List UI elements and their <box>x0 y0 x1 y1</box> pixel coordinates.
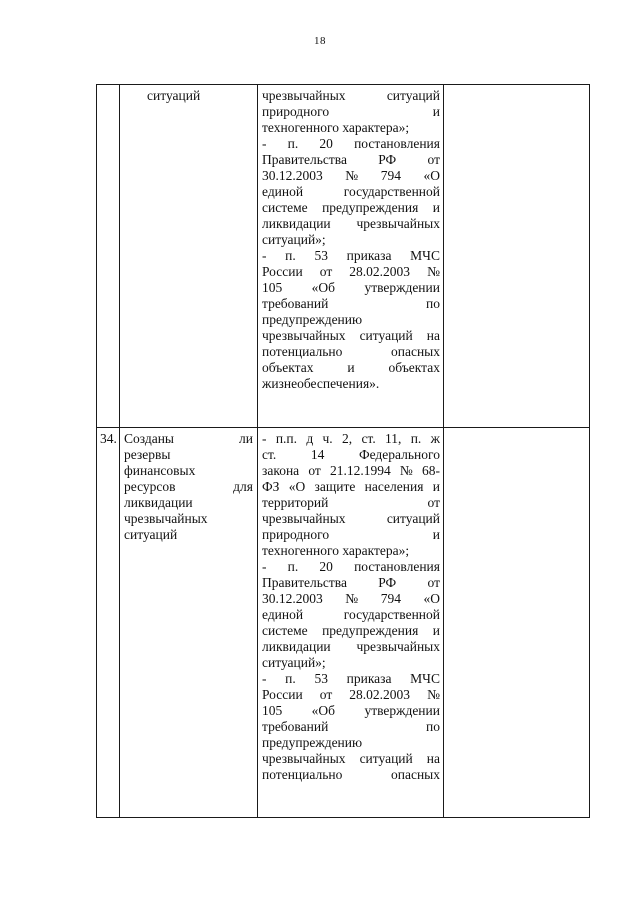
word: ситуаций <box>386 88 440 103</box>
word: ситуаций <box>359 751 413 766</box>
word: и <box>432 479 440 494</box>
legal-basis-cell <box>258 85 444 428</box>
text-line <box>262 168 440 184</box>
word: 21.12.1994 <box>330 463 391 478</box>
word: предупреждения <box>322 200 419 215</box>
word: д <box>306 431 314 446</box>
word: 105 <box>262 703 283 718</box>
text-line <box>120 431 257 447</box>
word: ли <box>239 431 253 446</box>
word: и <box>432 527 440 542</box>
word: 30.12.2003 <box>262 591 323 606</box>
requirement-text <box>120 428 257 543</box>
word: чрезвычайных <box>356 216 440 231</box>
requirement-cell <box>120 85 258 428</box>
text-line: чрезвычайных <box>124 511 208 526</box>
page-number: 18 <box>314 35 326 47</box>
word: - <box>262 136 267 151</box>
word: по <box>426 719 440 734</box>
word: МЧС <box>410 671 440 686</box>
text-line <box>262 344 440 360</box>
text-line <box>262 152 440 168</box>
word: Правительства <box>262 575 347 590</box>
word: по <box>426 296 440 311</box>
word: приказа <box>346 248 392 263</box>
word: и <box>347 360 355 375</box>
word: от <box>427 575 440 590</box>
text-line <box>262 687 440 703</box>
word: населения <box>364 479 424 494</box>
legal-basis-text <box>258 85 443 392</box>
word: - <box>262 248 267 263</box>
word: от <box>308 463 321 478</box>
word: - <box>262 431 267 446</box>
word: системе <box>262 200 308 215</box>
text-line <box>262 607 440 623</box>
text-line <box>262 703 440 719</box>
word: государственной <box>343 184 440 199</box>
word: ликвидации <box>262 639 331 654</box>
word: чрезвычайных <box>262 751 346 766</box>
table-row <box>97 85 590 428</box>
word: и <box>432 200 440 215</box>
word: Правительства <box>262 152 347 167</box>
word: от <box>427 495 440 510</box>
text-line: ситуаций»; <box>262 232 326 247</box>
text-line <box>262 623 440 639</box>
text-line: резервы <box>124 447 171 462</box>
text-line <box>262 136 440 152</box>
text-line <box>262 216 440 232</box>
word: единой <box>262 184 304 199</box>
word: потенциально <box>262 344 343 359</box>
requirement-cell <box>120 428 258 818</box>
word: ситуаций <box>359 328 413 343</box>
word: Созданы <box>124 431 174 446</box>
text-line <box>262 248 440 264</box>
word: п.п. <box>275 431 298 446</box>
text-line <box>262 479 440 495</box>
text-line: жизнеобеспечения». <box>262 376 380 391</box>
word: чрезвычайных <box>262 511 346 526</box>
text-line: техногенного характера»; <box>262 543 410 558</box>
word: для <box>233 479 253 494</box>
word: от <box>427 152 440 167</box>
word: утверждении <box>364 280 440 295</box>
text-line <box>262 639 440 655</box>
row-number-cell <box>97 428 120 818</box>
word: 794 <box>380 168 401 183</box>
word: «О <box>423 168 440 183</box>
word: «О <box>288 479 306 494</box>
word: от <box>319 264 333 279</box>
text-line: предупреждению <box>262 735 363 750</box>
word: России <box>262 264 303 279</box>
word: п. <box>285 248 296 263</box>
word: на <box>426 751 440 766</box>
word: опасных <box>390 344 440 359</box>
word: утверждении <box>364 703 440 718</box>
word: ж <box>430 431 440 446</box>
word: № <box>399 463 413 478</box>
text-line <box>262 591 440 607</box>
word: и <box>432 104 440 119</box>
text-line <box>262 200 440 216</box>
word: Федерального <box>358 447 440 462</box>
word: ФЗ <box>262 479 280 494</box>
word: от <box>319 687 333 702</box>
word: постановления <box>354 136 440 151</box>
word: природного <box>262 104 330 119</box>
text-line <box>262 511 440 527</box>
word: предупреждения <box>322 623 419 638</box>
word: 28.02.2003 <box>349 264 411 279</box>
word: на <box>426 328 440 343</box>
text-line <box>262 328 440 344</box>
word: ситуаций <box>386 511 440 526</box>
word: территорий <box>262 495 329 510</box>
word: природного <box>262 527 330 542</box>
word: требований <box>262 296 329 311</box>
word: опасных <box>390 767 440 782</box>
word: «Об <box>311 280 336 295</box>
text-line <box>262 431 440 447</box>
word: - <box>262 671 267 686</box>
word: защите <box>314 479 356 494</box>
table-row <box>97 428 590 818</box>
word: ст. <box>262 447 277 462</box>
word: требований <box>262 719 329 734</box>
word: 20 <box>319 559 333 574</box>
text-line <box>262 463 440 479</box>
word: 28.02.2003 <box>349 687 411 702</box>
word: «Об <box>311 703 336 718</box>
word: чрезвычайных <box>356 639 440 654</box>
text-line <box>262 751 440 767</box>
word: № <box>427 264 440 279</box>
note-cell <box>444 85 590 428</box>
text-line <box>262 495 440 511</box>
word: РФ <box>378 152 397 167</box>
word: 53 <box>314 671 328 686</box>
word: № <box>427 687 440 702</box>
word: 11, <box>385 431 402 446</box>
word: 53 <box>314 248 328 263</box>
word: ресурсов <box>124 479 176 494</box>
text-line: финансовых <box>124 463 196 478</box>
word: 794 <box>380 591 401 606</box>
word: 2, <box>342 431 353 446</box>
text-line <box>262 184 440 200</box>
text-line: ситуаций»; <box>262 655 326 670</box>
text-line <box>262 280 440 296</box>
text-line <box>262 767 440 783</box>
word: ч. <box>322 431 333 446</box>
row-number <box>97 85 119 88</box>
word: ст. <box>361 431 376 446</box>
word: приказа <box>346 671 392 686</box>
text-line <box>262 88 440 104</box>
word: п. <box>287 136 299 151</box>
row-number-cell <box>97 85 120 428</box>
word: № <box>345 168 359 183</box>
word: и <box>432 623 440 638</box>
word: потенциально <box>262 767 343 782</box>
word: государственной <box>343 607 440 622</box>
word: № <box>345 591 359 606</box>
word: п. <box>287 559 299 574</box>
word: п. <box>285 671 296 686</box>
word: - <box>262 559 267 574</box>
text-line: предупреждению <box>262 312 363 327</box>
word: ликвидации <box>262 216 331 231</box>
word: 20 <box>319 136 333 151</box>
text-line: техногенного характера»; <box>262 120 410 135</box>
word: МЧС <box>410 248 440 263</box>
word: 105 <box>262 280 283 295</box>
word: объектах <box>388 360 440 375</box>
word: системе <box>262 623 308 638</box>
word: 68- <box>421 463 440 478</box>
legal-basis-text <box>258 428 443 783</box>
text-line: ликвидации <box>124 495 193 510</box>
text-line: ситуаций <box>124 527 178 542</box>
word: «О <box>423 591 440 606</box>
word: п. <box>410 431 422 446</box>
word: единой <box>262 607 304 622</box>
text-line <box>262 264 440 280</box>
word: постановления <box>354 559 440 574</box>
word: объектах <box>262 360 314 375</box>
requirements-table <box>96 84 590 818</box>
text-line <box>262 104 440 120</box>
word: чрезвычайных <box>262 88 346 103</box>
note-cell <box>444 428 590 818</box>
row-number: 34. <box>100 431 117 446</box>
text-line <box>262 719 440 735</box>
text-line: ситуаций <box>147 88 201 103</box>
word: 30.12.2003 <box>262 168 323 183</box>
text-line <box>262 671 440 687</box>
word: России <box>262 687 303 702</box>
word: РФ <box>378 575 397 590</box>
word: закона <box>262 463 300 478</box>
text-line <box>262 447 440 463</box>
text-line <box>262 360 440 376</box>
word: чрезвычайных <box>262 328 346 343</box>
text-line <box>262 527 440 543</box>
text-line <box>262 575 440 591</box>
text-line <box>120 479 257 495</box>
text-line <box>262 559 440 575</box>
legal-basis-cell <box>258 428 444 818</box>
requirement-text <box>120 85 257 104</box>
text-line <box>262 296 440 312</box>
word: 14 <box>310 447 325 462</box>
